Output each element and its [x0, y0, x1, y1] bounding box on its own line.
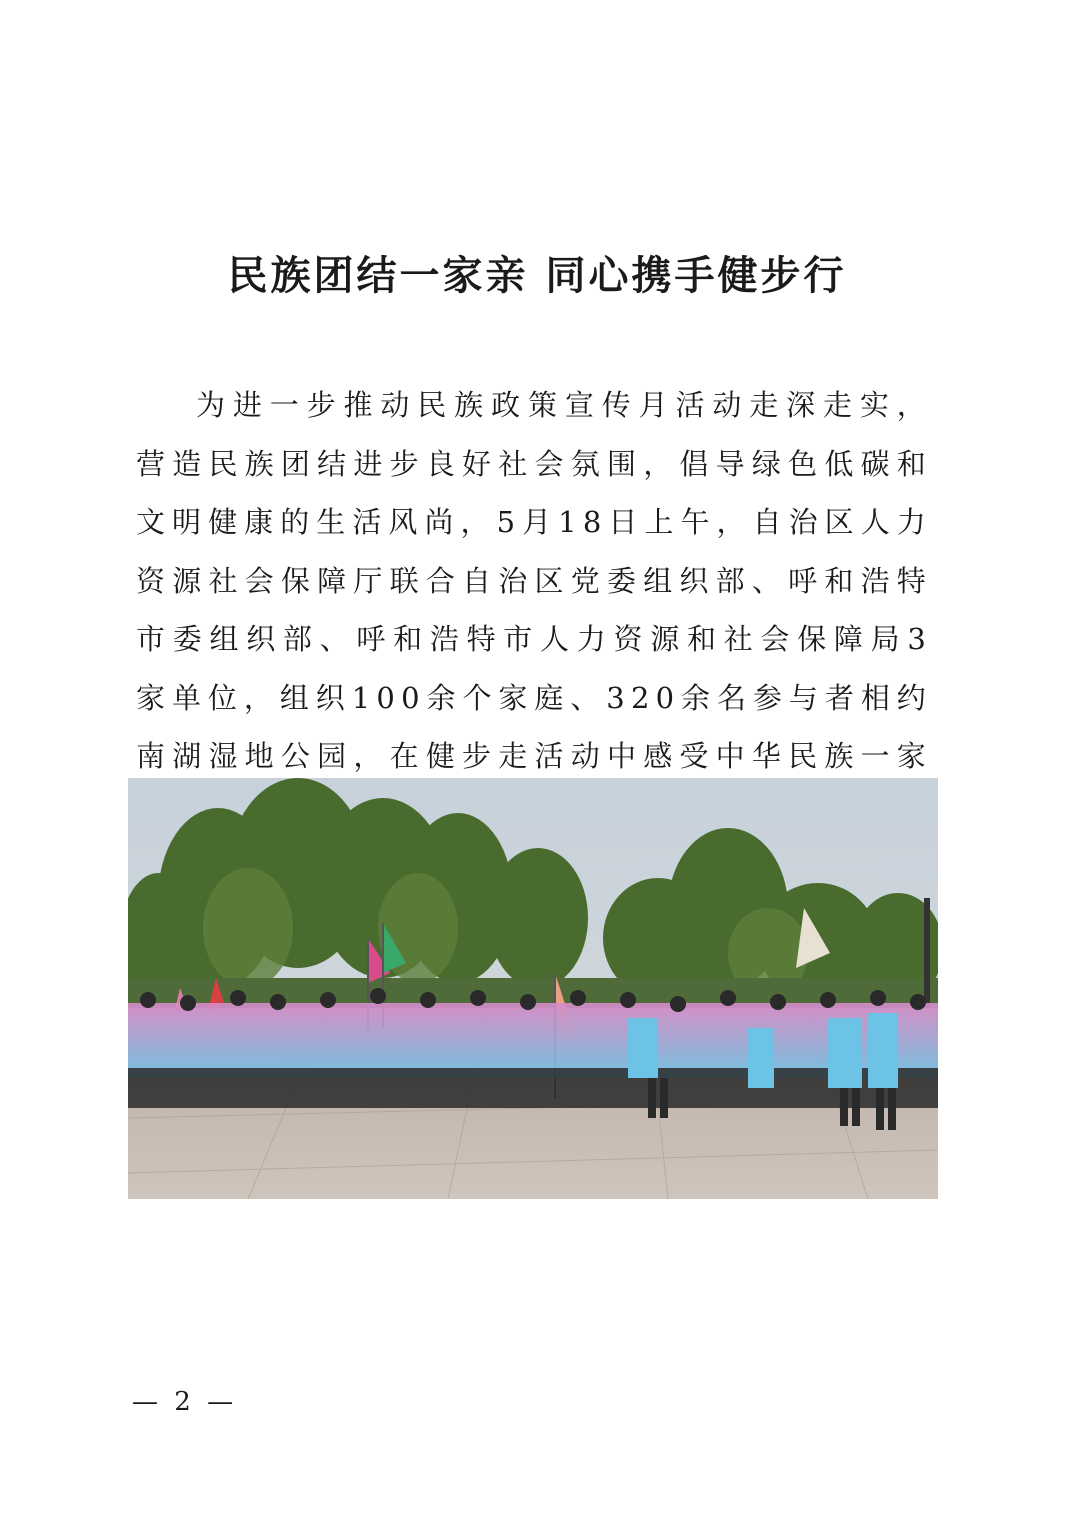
document-title: 民族团结一家亲 同心携手健步行 [227, 253, 847, 299]
page-number: — 2 — [132, 1387, 238, 1417]
event-photo [128, 778, 938, 1199]
body-paragraph: 为进一步推动民族政策宣传月活动走深走实，营造民族团结进步良好社会氛围，倡导绿色低碳和文明健康的生活风尚，5月18日上午，自治区人力资源社会保障厅联合自治区党委组织部、呼和浩特市委组织部、呼和浩特市人力资源和社会保障局3家单位，组织100余个家庭、320余名参与者相约南湖湿地公园，在健步走活动中感受中华民族一家 [136, 388, 932, 773]
